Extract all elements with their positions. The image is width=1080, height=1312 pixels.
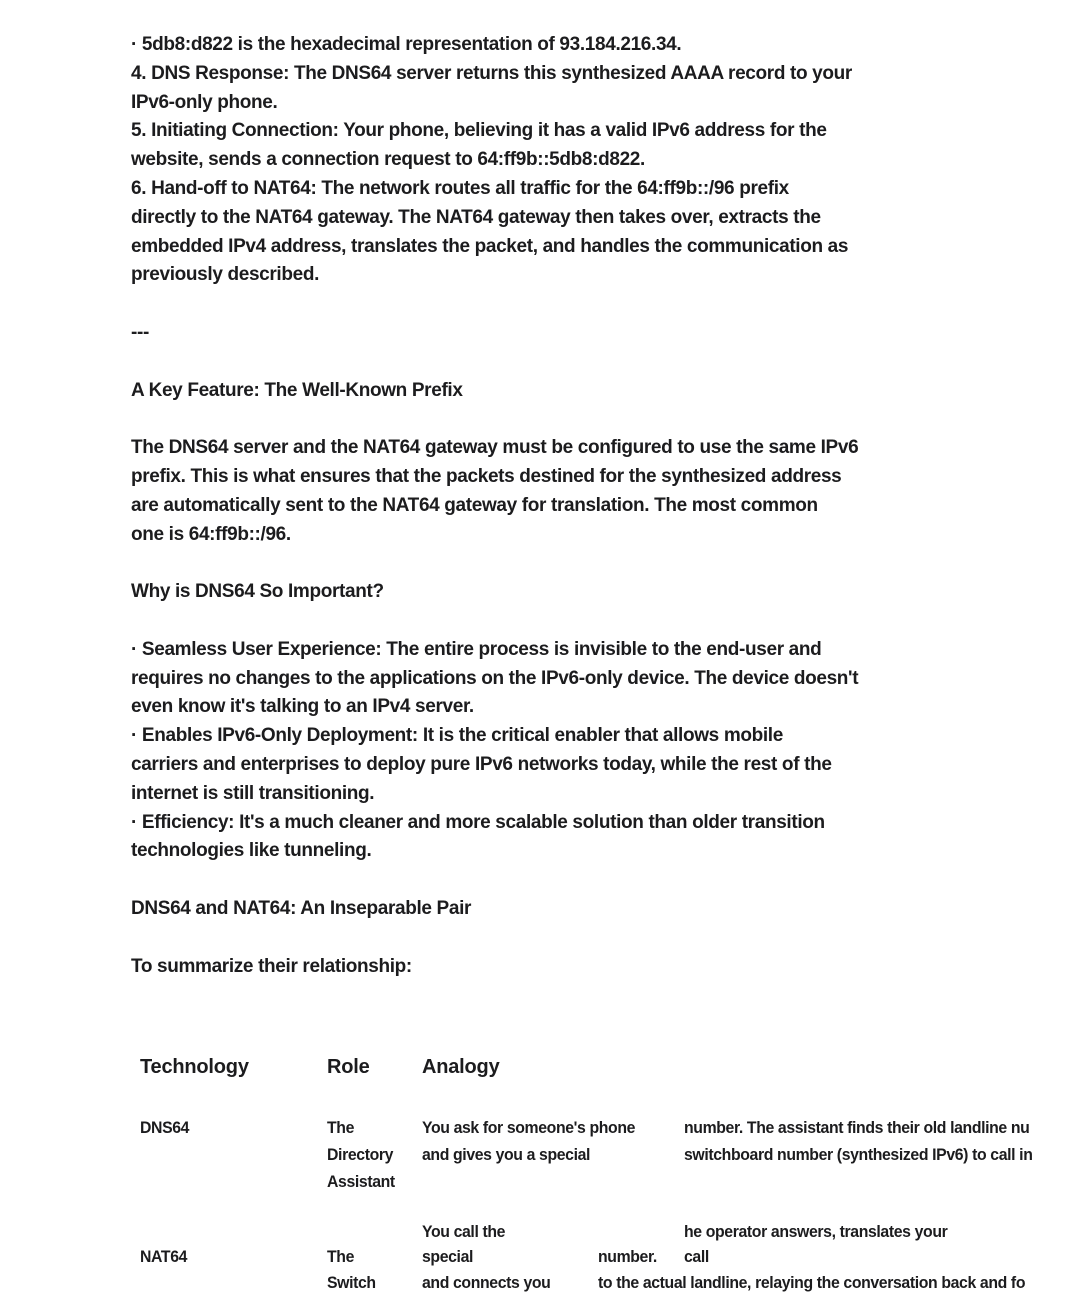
text-line: are automatically sent to the NAT64 gateway for translation. The most common xyxy=(131,494,818,516)
table-header-technology: Technology xyxy=(140,1056,249,1078)
text-line: To summarize their relationship: xyxy=(131,955,412,977)
table-row-dns64-role-line: The xyxy=(327,1118,354,1137)
table-row-nat64-analogy-line: and connects you xyxy=(422,1273,551,1292)
table-row-dns64-technology: DNS64 xyxy=(140,1118,190,1137)
table-row-nat64-analogy-line: You call the xyxy=(422,1222,506,1241)
table-row-dns64-analogy-line: and gives you a special xyxy=(422,1145,591,1164)
table-row-dns64-role-line: Assistant xyxy=(327,1172,395,1191)
table-header-role: Role xyxy=(327,1056,370,1078)
table-row-nat64-continuation-line: call xyxy=(684,1247,709,1266)
text-line: The DNS64 server and the NAT64 gateway must be configured to use the same IPv6 xyxy=(131,437,859,459)
text-line: 4. DNS Response: The DNS64 server returns this synthesized AAAA record to your xyxy=(131,62,852,84)
text-line: · Efficiency: It's a much cleaner and more scalable solution than older transition xyxy=(131,811,825,833)
table-header-analogy: Analogy xyxy=(422,1056,500,1078)
text-line: 6. Hand-off to NAT64: The network routes all traffic for the 64:ff9b::/96 prefix xyxy=(131,177,789,199)
text-line: requires no changes to the applications on the IPv6-only device. The device doesn't xyxy=(131,667,859,689)
text-line: A Key Feature: The Well-Known Prefix xyxy=(131,379,463,401)
text-line: previously described. xyxy=(131,264,320,286)
text-line: · Seamless User Experience: The entire process is invisible to the end-user and xyxy=(131,638,822,660)
text-line: directly to the NAT64 gateway. The NAT64 gateway then takes over, extracts the xyxy=(131,206,821,228)
text-line: IPv6-only phone. xyxy=(131,91,278,113)
text-line: embedded IPv4 address, translates the packet, and handles the communication as xyxy=(131,235,849,257)
table-row-dns64-continuation-line: switchboard number (synthesized IPv6) to call in xyxy=(684,1145,1033,1164)
table-row-dns64-analogy-line: You ask for someone's phone xyxy=(422,1118,636,1137)
text-line: even know it's talking to an IPv4 server. xyxy=(131,696,474,718)
text-line: Why is DNS64 So Important? xyxy=(131,581,384,603)
text-line: website, sends a connection request to 64:ff9b::5db8:d822. xyxy=(131,149,645,171)
table-row-nat64-analogy-line: special xyxy=(422,1247,474,1266)
text-line: carriers and enterprises to deploy pure IPv6 networks today, while the rest of the xyxy=(131,753,832,775)
text-line: one is 64:ff9b::/96. xyxy=(131,523,291,545)
table-row-nat64-role-line: Switch xyxy=(327,1273,376,1292)
table-row-nat64-mid-line: number. xyxy=(598,1247,657,1266)
table-row-nat64-role-line: The xyxy=(327,1247,354,1266)
text-line: · Enables IPv6-Only Deployment: It is the critical enabler that allows mobile xyxy=(131,725,783,747)
text-line: DNS64 and NAT64: An Inseparable Pair xyxy=(131,897,472,919)
table-row-dns64-continuation-line: number. The assistant finds their old landline nu xyxy=(684,1118,1030,1137)
text-line: --- xyxy=(131,321,149,343)
text-line: internet is still transitioning. xyxy=(131,782,375,804)
table-row-nat64-continuation-line: he operator answers, translates your xyxy=(684,1222,948,1241)
text-line: prefix. This is what ensures that the packets destined for the synthesized address xyxy=(131,465,842,487)
table-row-nat64-technology: NAT64 xyxy=(140,1247,188,1266)
text-line: technologies like tunneling. xyxy=(131,840,372,862)
table-row-nat64-mid-line: to the actual landline, relaying the conversation back and fo xyxy=(598,1273,1026,1292)
text-line: · 5db8:d822 is the hexadecimal representation of 93.184.216.34. xyxy=(131,34,682,55)
table-row-dns64-role-line: Directory xyxy=(327,1145,394,1164)
text-line: 5. Initiating Connection: Your phone, believing it has a valid IPv6 address for the xyxy=(131,120,827,142)
